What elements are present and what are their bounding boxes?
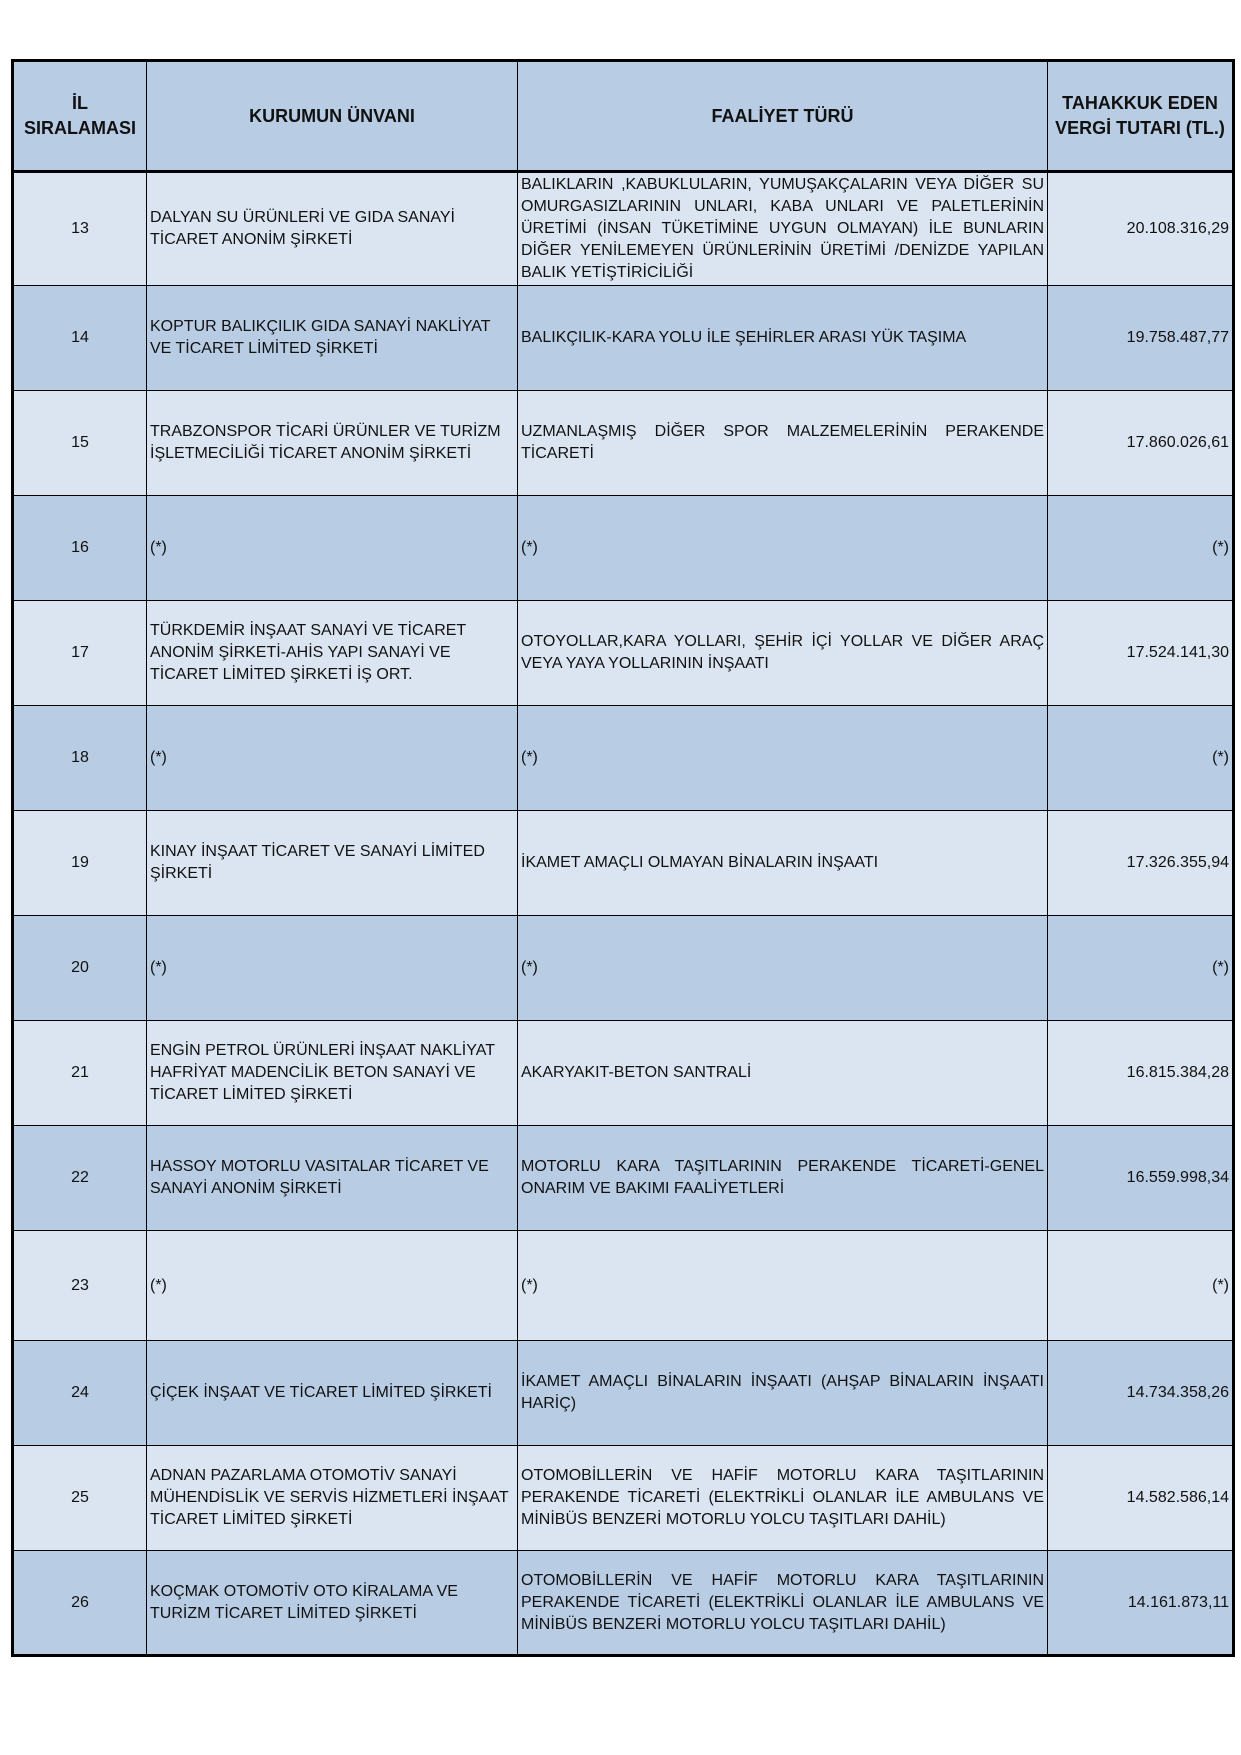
- tax-amount-cell: (*): [1048, 706, 1234, 811]
- activity-cell: (*): [518, 706, 1048, 811]
- company-name-cell: DALYAN SU ÜRÜNLERİ VE GIDA SANAYİ TİCARET ANONİM ŞİRKETİ: [147, 172, 518, 286]
- tax-amount-cell: 16.559.998,34: [1048, 1126, 1234, 1231]
- rank-cell: 16: [13, 496, 147, 601]
- company-name-cell: TRABZONSPOR TİCARİ ÜRÜNLER VE TURİZM İŞLETMECİLİĞİ TİCARET ANONİM ŞİRKETİ: [147, 391, 518, 496]
- table-row: [13, 286, 1234, 391]
- activity-cell: (*): [518, 1231, 1048, 1341]
- table-row: [13, 1021, 1234, 1126]
- tax-amount-cell: 14.734.358,26: [1048, 1341, 1234, 1446]
- company-name-cell: (*): [147, 706, 518, 811]
- rank-cell: 24: [13, 1341, 147, 1446]
- rank-cell: 19: [13, 811, 147, 916]
- tax-amount-cell: 14.582.586,14: [1048, 1446, 1234, 1551]
- table-row: [13, 496, 1234, 601]
- company-name-cell: TÜRKDEMİR İNŞAAT SANAYİ VE TİCARET ANONİM ŞİRKETİ-AHİS YAPI SANAYİ VE TİCARET LİMİTED ŞİRKETİ İŞ ORT.: [147, 601, 518, 706]
- company-name-cell: ENGİN PETROL ÜRÜNLERİ İNŞAAT NAKLİYAT HAFRİYAT MADENCİLİK BETON SANAYİ VE TİCARET LİMİTED ŞİRKETİ: [147, 1021, 518, 1126]
- table-row: [13, 1446, 1234, 1551]
- rank-cell: 20: [13, 916, 147, 1021]
- activity-cell: BALIKÇILIK-KARA YOLU İLE ŞEHİRLER ARASI YÜK TAŞIMA: [518, 286, 1048, 391]
- table-row: [13, 601, 1234, 706]
- table-row: [13, 391, 1234, 496]
- header-tax-amount: TAHAKKUK EDEN VERGİ TUTARI (TL.): [1048, 61, 1234, 172]
- header-rank: İL SIRALAMASI: [13, 61, 147, 172]
- tax-amount-cell: 17.860.026,61: [1048, 391, 1234, 496]
- activity-cell: OTOMOBİLLERİN VE HAFİF MOTORLU KARA TAŞITLARININ PERAKENDE TİCARETİ (ELEKTRİKLİ OLANLAR İLE AMBULANS VE MİNİBÜS BENZERİ MOTORLU YOLCU TAŞITLARI DAHİL): [518, 1551, 1048, 1656]
- tax-amount-cell: (*): [1048, 916, 1234, 1021]
- company-name-cell: (*): [147, 1231, 518, 1341]
- activity-cell: UZMANLAŞMIŞ DİĞER SPOR MALZEMELERİNİN PERAKENDE TİCARETİ: [518, 391, 1048, 496]
- tax-amount-cell: 19.758.487,77: [1048, 286, 1234, 391]
- company-name-cell: ÇİÇEK İNŞAAT VE TİCARET LİMİTED ŞİRKETİ: [147, 1341, 518, 1446]
- table-row: [13, 706, 1234, 811]
- rank-cell: 14: [13, 286, 147, 391]
- tax-amount-cell: (*): [1048, 496, 1234, 601]
- tax-amount-cell: 20.108.316,29: [1048, 172, 1234, 286]
- company-name-cell: (*): [147, 496, 518, 601]
- header-activity-type: FAALİYET TÜRÜ: [518, 61, 1048, 172]
- company-name-cell: HASSOY MOTORLU VASITALAR TİCARET VE SANAYİ ANONİM ŞİRKETİ: [147, 1126, 518, 1231]
- activity-cell: OTOMOBİLLERİN VE HAFİF MOTORLU KARA TAŞITLARININ PERAKENDE TİCARETİ (ELEKTRİKLİ OLANLAR İLE AMBULANS VE MİNİBÜS BENZERİ MOTORLU YOLCU TAŞITLARI DAHİL): [518, 1446, 1048, 1551]
- tax-amount-cell: 14.161.873,11: [1048, 1551, 1234, 1656]
- activity-cell: BALIKLARIN ,KABUKLULARIN, YUMUŞAKÇALARIN VEYA DİĞER SU OMURGASIZLARININ UNLARI, KABA UNLARI VE PALETLERİNİN ÜRETİMİ (İNSAN TÜKETİMİNE UYGUN OLMAYAN) İLE BUNLARIN DİĞER YENİLEMEYEN ÜRÜNLERİNİN ÜRETİMİ /DENİZDE YAPILAN BALIK YETİŞTİRİCİLİĞİ: [518, 172, 1048, 286]
- header-row: [13, 61, 1234, 172]
- activity-cell: (*): [518, 496, 1048, 601]
- tax-amount-cell: 17.524.141,30: [1048, 601, 1234, 706]
- table-row: [13, 1231, 1234, 1341]
- rank-cell: 21: [13, 1021, 147, 1126]
- table-row: [13, 1551, 1234, 1656]
- table-row: [13, 172, 1234, 286]
- company-name-cell: ADNAN PAZARLAMA OTOMOTİV SANAYİ MÜHENDİSLİK VE SERVİS HİZMETLERİ İNŞAAT TİCARET LİMİTED ŞİRKETİ: [147, 1446, 518, 1551]
- tax-amount-cell: 16.815.384,28: [1048, 1021, 1234, 1126]
- activity-cell: MOTORLU KARA TAŞITLARININ PERAKENDE TİCARETİ-GENEL ONARIM VE BAKIMI FAALİYETLERİ: [518, 1126, 1048, 1231]
- rank-cell: 18: [13, 706, 147, 811]
- rank-cell: 22: [13, 1126, 147, 1231]
- tax-amount-cell: 17.326.355,94: [1048, 811, 1234, 916]
- activity-cell: (*): [518, 916, 1048, 1021]
- company-name-cell: KINAY İNŞAAT TİCARET VE SANAYİ LİMİTED ŞİRKETİ: [147, 811, 518, 916]
- table-row: [13, 916, 1234, 1021]
- rank-cell: 17: [13, 601, 147, 706]
- activity-cell: AKARYAKIT-BETON SANTRALİ: [518, 1021, 1048, 1126]
- rank-cell: 25: [13, 1446, 147, 1551]
- company-name-cell: KOÇMAK OTOMOTİV OTO KİRALAMA VE TURİZM TİCARET LİMİTED ŞİRKETİ: [147, 1551, 518, 1656]
- rank-cell: 13: [13, 172, 147, 286]
- rank-cell: 15: [13, 391, 147, 496]
- table-row: [13, 1126, 1234, 1231]
- tax-ranking-table: [11, 59, 1235, 1657]
- activity-cell: İKAMET AMAÇLI BİNALARIN İNŞAATI (AHŞAP BİNALARIN İNŞAATI HARİÇ): [518, 1341, 1048, 1446]
- activity-cell: OTOYOLLAR,KARA YOLLARI, ŞEHİR İÇİ YOLLAR VE DİĞER ARAÇ VEYA YAYA YOLLARININ İNŞAATI: [518, 601, 1048, 706]
- header-company-name: KURUMUN ÜNVANI: [147, 61, 518, 172]
- company-name-cell: (*): [147, 916, 518, 1021]
- tax-amount-cell: (*): [1048, 1231, 1234, 1341]
- table-row: [13, 1341, 1234, 1446]
- rank-cell: 23: [13, 1231, 147, 1341]
- rank-cell: 26: [13, 1551, 147, 1656]
- table-row: [13, 811, 1234, 916]
- company-name-cell: KOPTUR BALIKÇILIK GIDA SANAYİ NAKLİYAT VE TİCARET LİMİTED ŞİRKETİ: [147, 286, 518, 391]
- activity-cell: İKAMET AMAÇLI OLMAYAN BİNALARIN İNŞAATI: [518, 811, 1048, 916]
